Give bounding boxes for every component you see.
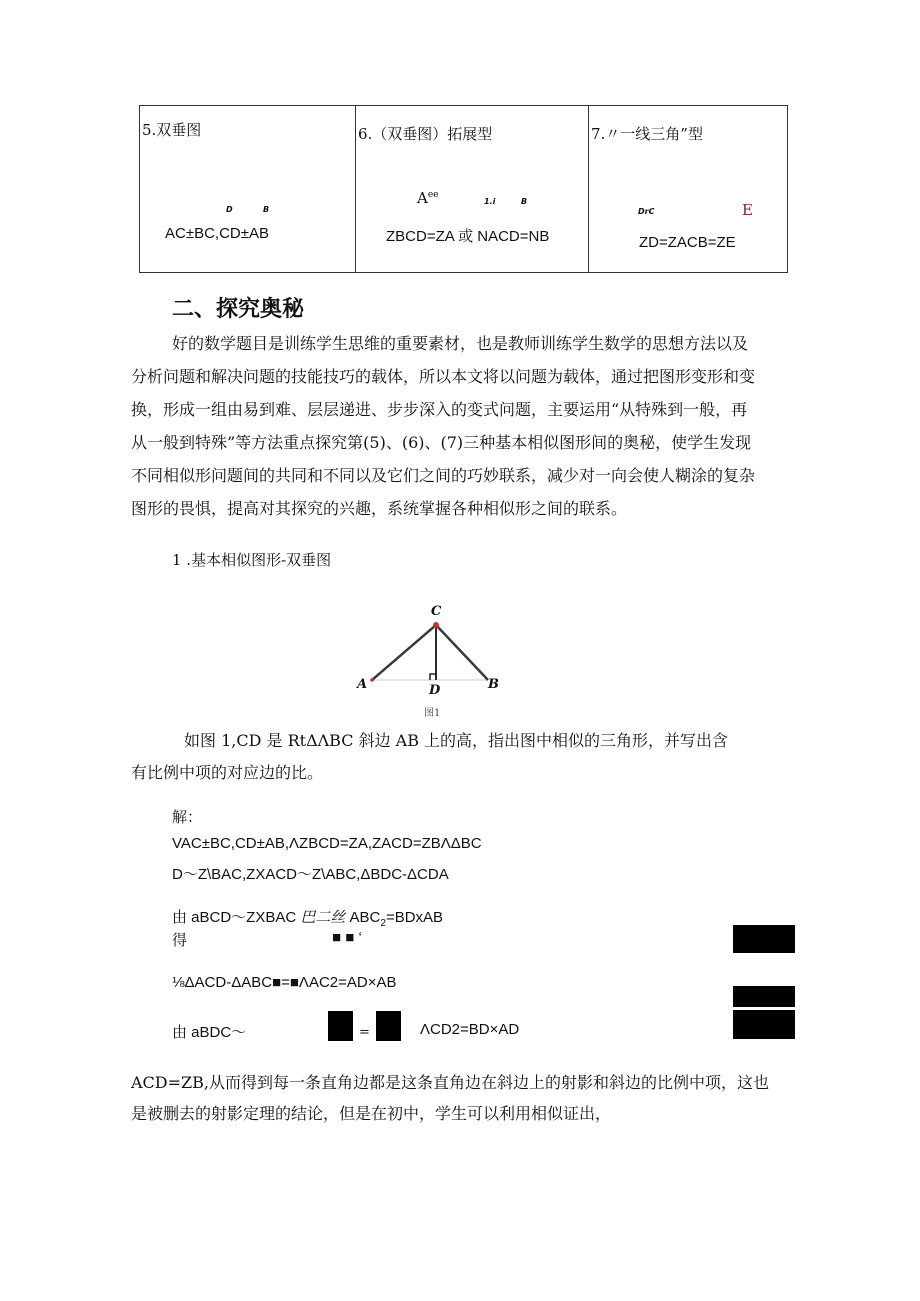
line3-part-d: =BDxAB [385,909,444,926]
subheading: 1 .基本相似图形-双垂图 [172,551,332,569]
redacted-block [733,986,795,1007]
line3-part-c: ABC [345,909,381,926]
right-angle-mark-d [430,674,436,680]
point-c-marker [433,622,439,628]
solution-line-4-marks: ■ ■ ‘ [332,929,362,946]
solution-line-5: ⅛ΔACD-ΔABC■=■ΛAC2=AD×AB [172,974,397,991]
figure-label-d: D [429,683,441,698]
redacted-block [733,925,795,953]
figure-label-b: B [488,677,499,692]
point-label: 1.i [484,197,496,206]
solution-line-2: D～Z\BAC,ZXACD～Z\ABC,ΔBDC-ΔCDA [172,866,449,883]
paragraph-line: 分析问题和解决问题的技能技巧的载体，所以本文将以问题为载体，通过把图形变形和变 [131,367,756,386]
paragraph-line: 图形的畏惧，提高对其探究的兴趣，系统掌握各种相似形之间的联系。 [131,499,628,518]
figure-caption: 图1 [424,708,441,719]
line3-sub: 2 [380,918,386,929]
redacted-block [733,1010,795,1039]
cell-title: 6.（双垂图）拓展型 [358,125,493,143]
figure-label-c: C [431,604,442,619]
label-a-sup: ee [427,190,439,200]
point-a-marker [370,678,374,682]
solution-line-6-b: ΛCD2=BD×AD [420,1021,520,1038]
cell-formula: ZBCD=ZA 或 NACD=NB [386,228,550,245]
section-heading: 二、探究奥秘 [172,297,305,322]
point-label-e: E [742,201,753,219]
question-line: 有比例中项的对应边的比。 [131,763,324,782]
table-cell-5 [139,105,356,273]
point-label: DrC [638,207,655,216]
cell-title: 5.双垂图 [142,121,202,139]
solution-label: 解： [172,808,203,826]
line3-part-a: 由 aBCD～ZXBAC [172,909,301,926]
figure-label-a: A [357,677,368,692]
redacted-block [376,1011,401,1041]
solution-line-6-eq: = [359,1025,370,1040]
solution-line-3 [172,906,443,929]
cell-formula: AC±BC,CD±AB [165,225,269,242]
table-cell-6 [355,105,589,273]
solution-line-1: VAC±BC,CD±AB,ΛZBCD=ZA,ZACD=ZBΛΔBC [172,835,482,852]
segment-bc [436,625,488,680]
table-cell-7 [588,105,788,273]
conclusion-line: ACD=ZB,从而得到每一条直角边都是这条直角边在斜边上的射影和斜边的比例中项，这也 [131,1073,769,1092]
point-label-a [417,189,439,207]
paragraph-line: 换，形成一组由易到难、层层递进、步步深入的变式问题，主要运用“从特殊到一般，再 [131,400,748,419]
cell-title: 7.〃一线三角”型 [591,125,703,143]
solution-line-4: 得 [172,932,188,949]
redacted-block [328,1011,353,1041]
conclusion-line: 是被删去的射影定理的结论，但是在初中，学生可以利用相似证出， [131,1104,612,1123]
cell-formula: ZD=ZACB=ZE [639,234,736,251]
paragraph-line: 不同相似形问题间的共同和不同以及它们之间的巧妙联系，减少对一向会使人糊涂的复杂 [131,466,756,485]
paragraph-line: 好的数学题目是训练学生思维的重要素材，也是教师训练学生数学的思想方法以及 [172,334,749,353]
question-line: 如图 1,CD 是 RtΔΛBC 斜边 AB 上的高，指出图中相似的三角形，并写出含 [184,731,729,750]
paragraph-line: 从一般到特殊”等方法重点探究第(5)、(6)、(7)三种基本相似图形间的奥秘，使学生发现 [131,433,752,452]
line3-garbled: 巴二丝 [300,909,346,926]
label-a-text: A [417,189,428,207]
point-label: B [263,205,270,214]
solution-line-6-a: 由 aBDC～ [172,1024,247,1041]
point-label: B [521,197,528,206]
segment-ac [372,625,436,680]
point-label: D [226,205,233,214]
